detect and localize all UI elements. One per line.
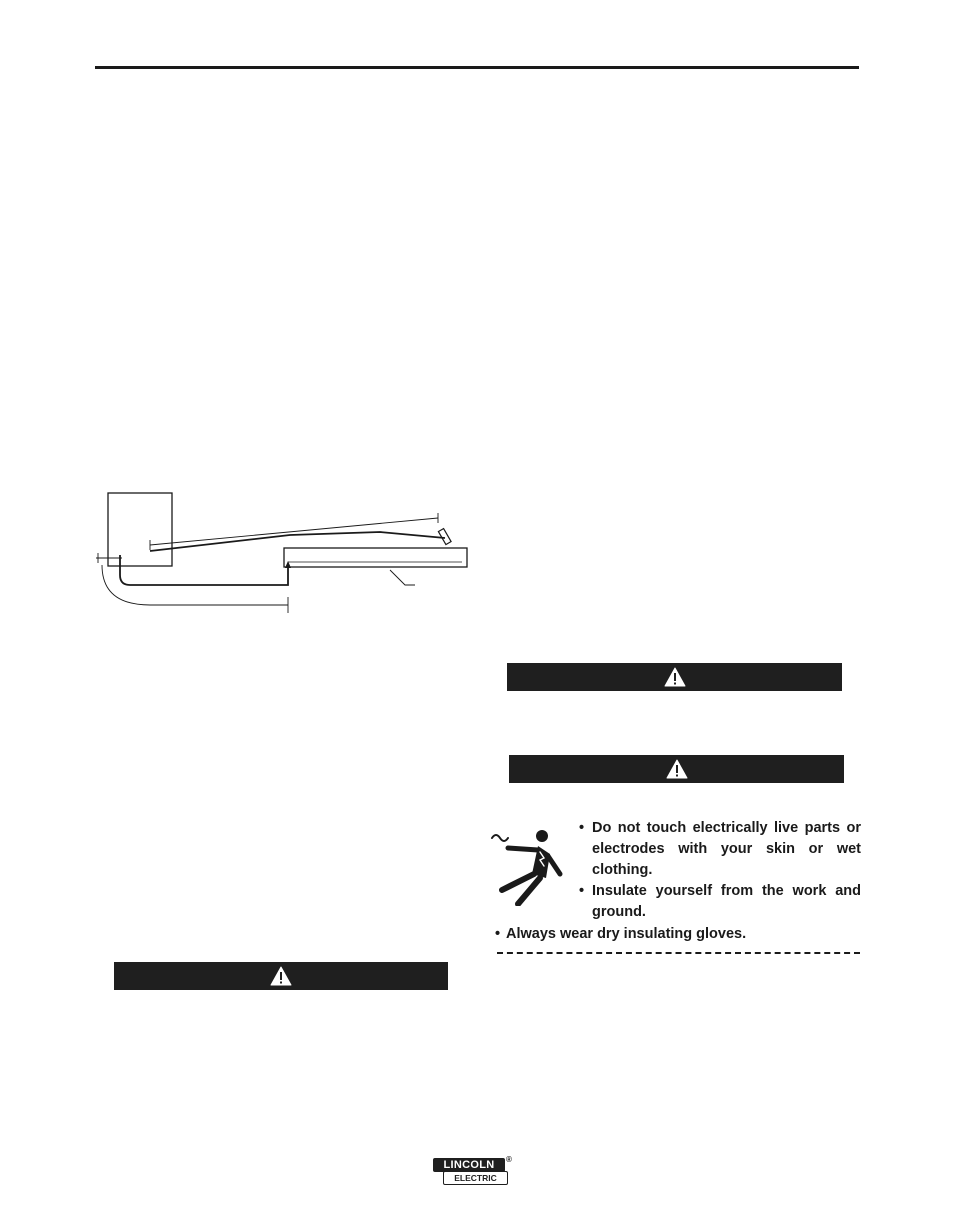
registered-mark: ®: [506, 1155, 512, 1164]
warning-bar: [509, 755, 844, 783]
bullet-item: • Do not touch electrically live parts or electrodes with your skin or wet clothing.: [579, 820, 861, 878]
logo-bottom-text: ELECTRIC: [443, 1171, 508, 1185]
warning-bar: [114, 962, 448, 990]
safety-bullets: [495, 818, 861, 945]
work-cable: [120, 555, 288, 585]
header-rule: [95, 66, 859, 69]
warning-bar: [507, 663, 842, 691]
welding-setup-diagram: [90, 485, 480, 615]
electrode-holder: [438, 529, 451, 545]
machine-box: [108, 493, 172, 566]
bullet-item: • Insulate yourself from the work and ground.: [579, 883, 861, 920]
leader-line: [390, 570, 415, 585]
dashed-separator: [497, 952, 860, 956]
dimension-line-electrode: [150, 518, 438, 545]
bullet-item: • Always wear dry insulating gloves.: [495, 926, 747, 942]
lincoln-electric-logo: [433, 1155, 513, 1188]
warning-triangle-icon: [664, 667, 686, 687]
work-piece: [284, 548, 467, 567]
warning-triangle-icon: [666, 759, 688, 779]
logo-top-text: LINCOLN: [433, 1158, 505, 1172]
warning-triangle-icon: [270, 966, 292, 986]
